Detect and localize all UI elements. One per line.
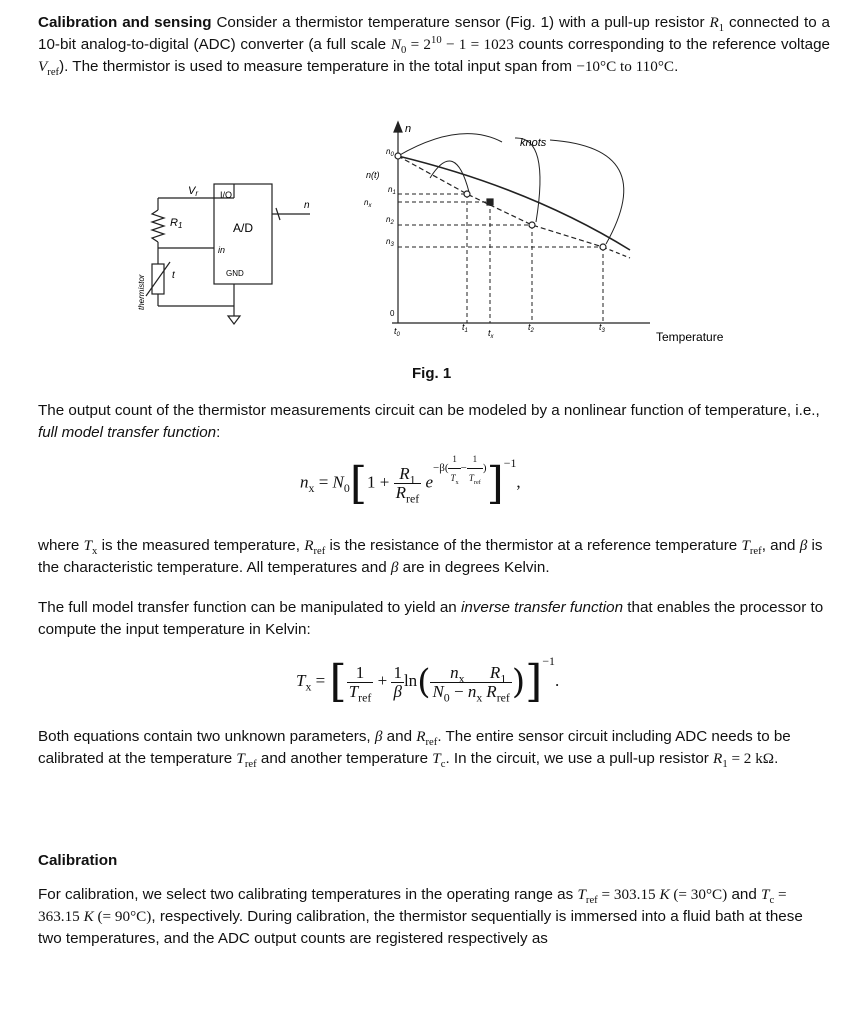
r1-symbol: R xyxy=(713,750,723,767)
eq2-bracket-close: ] xyxy=(525,656,543,707)
eq1-bracket-open: [ xyxy=(349,457,368,509)
t2-label: $t_2$ xyxy=(528,322,534,334)
knot-1 xyxy=(464,191,470,197)
eq1-comma: , xyxy=(516,472,521,492)
eq2-beta-fraction: $\frac{1}{\beta}$ xyxy=(393,662,402,701)
n3-label: $n_3$ xyxy=(386,237,394,248)
unknowns-paragraph: Both equations contain two unknown parameters, β and $R_{ref}$. The entire sensor circuit including ADC needs to be calibrated at the temperature $T_{ref}$ and another temperature $T_c$. In the circuit, we use a pull-up resistor $R_1 = 2$ kΩ. xyxy=(38,728,791,771)
where-paragraph: where $T_x$ is the measured temperature, $R_{ref}$ is the resistance of the thermistor at a reference temperature $T_{ref}$, and β is the characteristic temperature. All temperatures and β are in degrees Kelvin. xyxy=(38,537,823,576)
beta-symbol: β xyxy=(799,537,808,554)
n0-sub: 0 xyxy=(400,45,407,57)
x-axis-label: Temperature xyxy=(656,330,724,344)
io-label: I/O xyxy=(220,190,233,200)
eq2-nx-fraction: $\frac{n_x}{N_0 - n_x}$ xyxy=(432,662,483,704)
eq1-equals: = xyxy=(314,472,333,492)
model-text: : xyxy=(216,424,221,441)
beta-symbol: β xyxy=(374,728,383,745)
n-output-label: n xyxy=(304,200,310,211)
sample-point xyxy=(487,199,493,205)
rref-symbol: R xyxy=(304,537,314,554)
nt-label: n(t) xyxy=(366,170,380,180)
n0-symbol: N xyxy=(390,36,401,53)
eq2-plus: + xyxy=(373,670,392,690)
tx-label: $t_x$ xyxy=(488,328,494,340)
eq2-r-fraction: $\frac{R_1}{R_{ref}}$ xyxy=(486,662,510,704)
y-axis-label: n xyxy=(405,123,412,135)
tc-symbol: T xyxy=(761,886,770,903)
tref-symbol: T xyxy=(741,537,750,554)
figure-1 xyxy=(130,118,770,358)
eq2-period: . xyxy=(554,670,560,690)
tc-value: = 363.15 xyxy=(38,886,787,925)
r1-symbol: R xyxy=(709,14,719,31)
eq2-paren-open: ( xyxy=(417,662,431,702)
model-term: full model transfer function xyxy=(38,424,217,441)
figure-caption: Fig. 1 xyxy=(412,365,452,382)
tref-symbol: T xyxy=(577,886,586,903)
eq2-tx: T xyxy=(296,670,306,690)
eq1-r-fraction: $\frac{R_1}{R_{ref}}$ xyxy=(395,464,420,506)
eq1-nx-sub: x xyxy=(308,481,315,496)
eq1-one-plus: 1 + xyxy=(367,472,394,492)
calibration-paragraph: For calibration, we select two calibrating temperatures in the operating range as $T_{ref} = 303.15$ K (= 30°C) and $T_c = 363.15$ K (= 90°C), respectively. During calibration, the thermistor sequentially is immersed into a fluid bath at these two temperatures, and the ADC output counts are registered respectively as xyxy=(38,886,803,947)
eq2-power: −1 xyxy=(542,654,555,669)
nx-label: $n_x$ xyxy=(364,198,372,209)
inverse-term: inverse transfer function xyxy=(460,599,624,616)
equation-full-model xyxy=(300,454,521,509)
tc-symbol: T xyxy=(432,750,441,767)
ground-icon xyxy=(228,316,240,324)
intro-text: . xyxy=(674,58,679,75)
vref-sub: ref xyxy=(47,67,60,79)
rref-symbol: R xyxy=(416,728,426,745)
intro-text: ). The thermistor is used to measure temperature in the total input span from xyxy=(59,58,577,75)
circuit-diagram xyxy=(146,184,310,324)
eq2-bracket-open: [ xyxy=(329,656,347,707)
origin-label: 0 xyxy=(390,309,395,318)
n1-label: $n_1$ xyxy=(388,185,396,196)
in-label: in xyxy=(218,245,226,255)
r1-resistor xyxy=(152,210,164,242)
intro-heading: Calibration and sensing xyxy=(38,14,212,31)
eq1-n0: N xyxy=(332,472,344,492)
tref-symbol: T xyxy=(236,750,245,767)
n0-exp: 10 xyxy=(431,34,442,46)
tc-celsius: (= 90°C) xyxy=(93,908,152,925)
r1-label: R1 xyxy=(170,217,183,230)
gnd-label: GND xyxy=(226,269,244,278)
r1-value: = 2 kΩ xyxy=(727,750,775,767)
curve-n-t xyxy=(398,156,630,250)
vref-symbol: V xyxy=(38,58,48,75)
thermistor-label: thermistor xyxy=(137,274,146,310)
knot-3 xyxy=(600,244,606,250)
eq1-e: e xyxy=(425,472,433,492)
eq2-equals: = xyxy=(311,670,330,690)
input-span: −10°C to 110°C xyxy=(576,58,675,75)
intro-text: Consider a thermistor temperature sensor (Fig. 1) with a pull-up resistor xyxy=(211,14,710,31)
t0-label: $t_0$ xyxy=(394,326,400,338)
eq2-ln: ln xyxy=(403,670,418,690)
intro-text: counts corresponding to the reference voltage xyxy=(513,36,830,53)
graph xyxy=(392,122,650,323)
knots-label: knots xyxy=(520,137,547,149)
beta-symbol: β xyxy=(390,559,399,576)
intro-paragraph xyxy=(38,12,830,78)
equation-inverse xyxy=(296,654,560,707)
t-label: t xyxy=(172,270,175,281)
n0-eq: = 2 xyxy=(406,36,432,53)
eq1-power: −1 xyxy=(503,456,517,471)
ad-label: A/D xyxy=(233,221,254,235)
intro-text: connected to a 10-bit analog-to-digital (ADC) converter (a full scale xyxy=(38,14,831,53)
n2-label: $n_2$ xyxy=(386,215,394,226)
eq2-tx-sub: x xyxy=(305,679,312,694)
n0-label: $n_0$ xyxy=(386,147,394,158)
knot-2 xyxy=(529,222,535,228)
knot-0 xyxy=(395,153,401,159)
t3-label: $t_3$ xyxy=(599,322,605,334)
model-paragraph xyxy=(38,400,830,444)
tref-celsius: (= 30°C) xyxy=(669,886,728,903)
eq1-nx: n xyxy=(300,472,309,492)
n0-rest: − 1 = 1023 xyxy=(441,36,514,53)
model-text: The output count of the thermistor measurements circuit can be modeled by a nonlinear function of temperature, i.e., xyxy=(38,402,820,419)
calibration-heading: Calibration xyxy=(38,852,118,869)
eq2-paren-close: ) xyxy=(511,662,526,702)
tx-symbol: T xyxy=(83,537,93,554)
eq1-n0-sub: 0 xyxy=(343,481,350,496)
r1-sub: 1 xyxy=(718,23,725,35)
eq1-exponent: −β( 1 Tx − 1 Tref ) xyxy=(433,462,487,474)
eq1-bracket-close: ] xyxy=(486,457,504,509)
vr-label: Vr xyxy=(188,185,199,198)
eq2-tref-fraction: $\frac{1}{T_{ref}}$ xyxy=(348,662,372,704)
tref-value: = 303.15 xyxy=(597,886,660,903)
inverse-paragraph: The full model transfer function can be manipulated to yield an inverse transfer function that enables the processor to compute the input temperature in Kelvin: xyxy=(38,599,824,638)
t1-label: $t_1$ xyxy=(462,322,468,334)
